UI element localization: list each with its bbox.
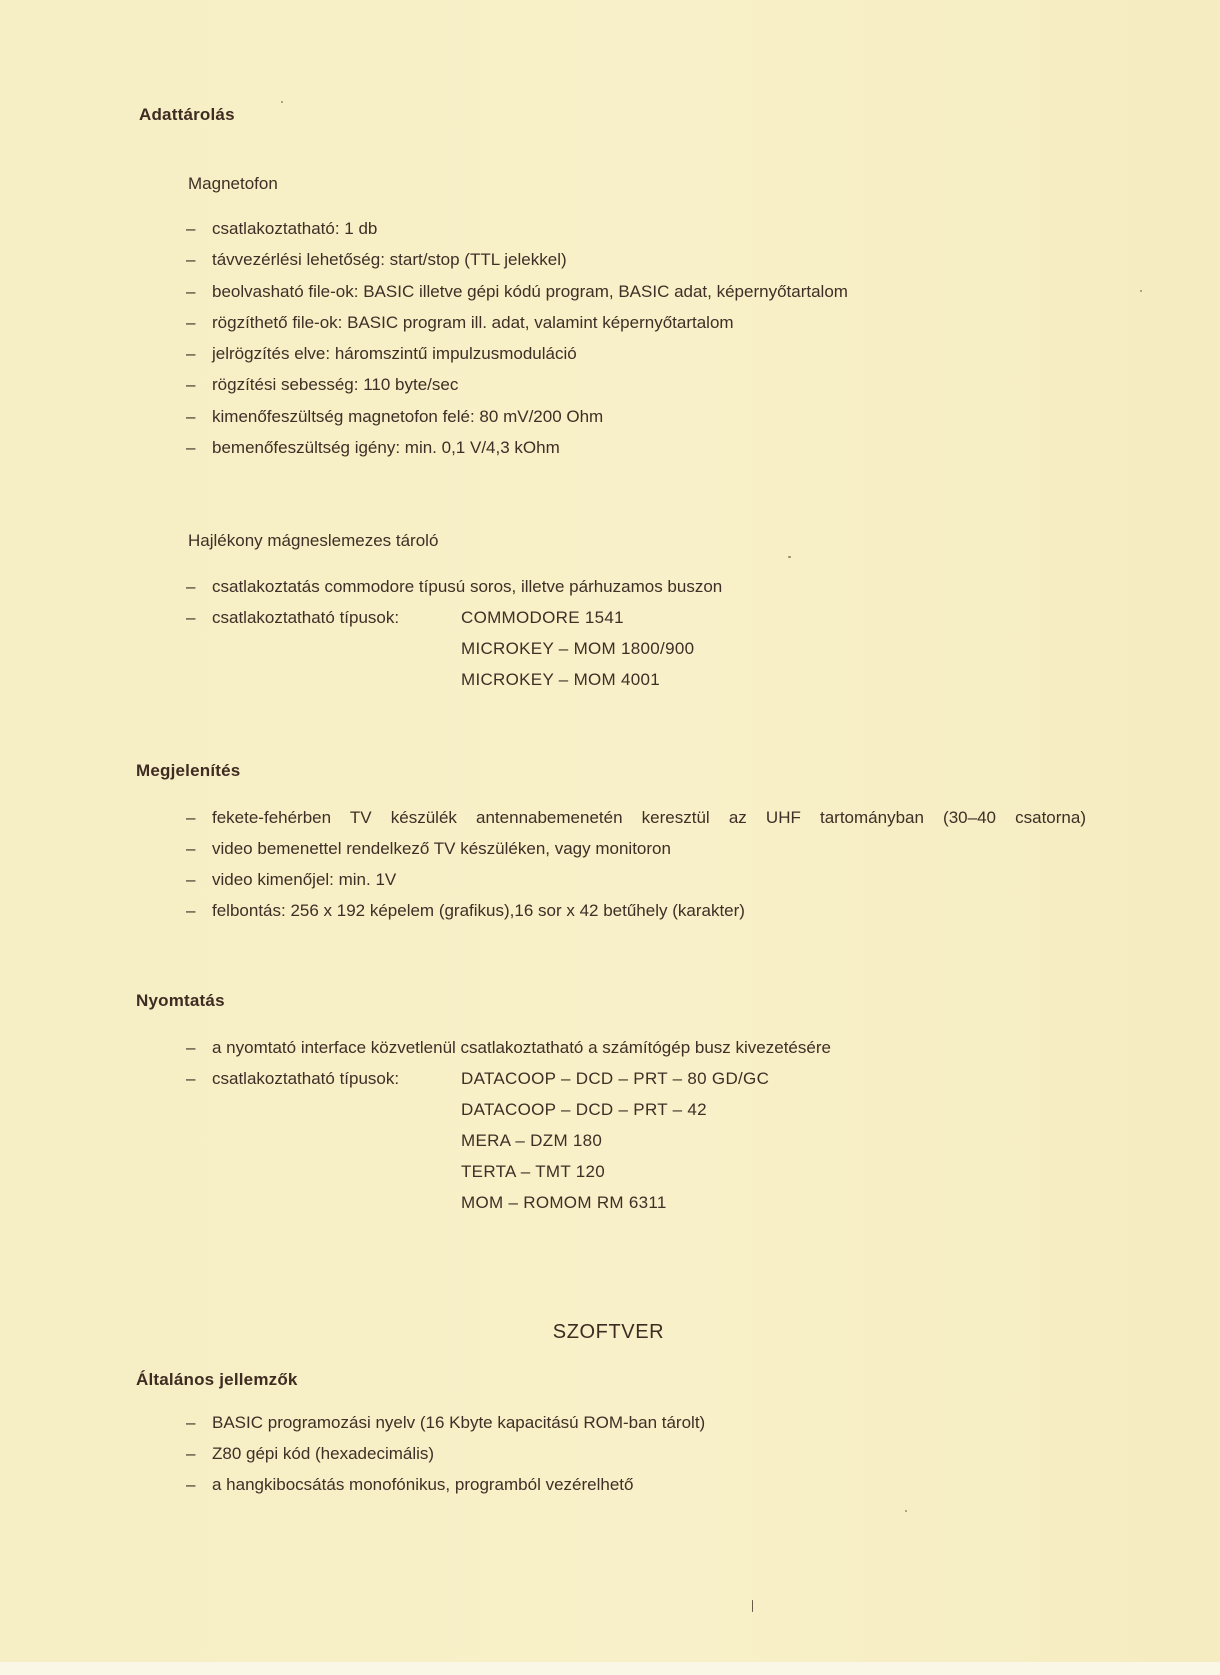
- paper-speck: [905, 1510, 907, 1512]
- dash-bullet: –: [186, 1069, 196, 1088]
- page-section-title: [0, 1321, 1220, 1344]
- list-item: – beolvasható file-ok: BASIC illetve gépi kódú program, BASIC adat, képernyőtartalom: [186, 282, 848, 301]
- list-item: – jelrögzítés elve: háromszintű impulzusmoduláció: [186, 344, 577, 363]
- section-heading-adattarolas: Adattárolás: [139, 105, 235, 124]
- list-item: – csatlakoztatható: 1 db: [186, 219, 378, 238]
- section-heading-nyomtatas: Nyomtatás: [136, 991, 225, 1010]
- type-entry: MERA – DZM 180: [461, 1131, 603, 1150]
- list-item: – felbontás: 256 x 192 képelem (grafikus),16 sor x 42 betűhely (karakter): [186, 901, 745, 920]
- list-item: – a hangkibocsátás monofónikus, programból vezérelhető: [186, 1475, 634, 1494]
- dash-bullet: –: [186, 407, 196, 426]
- type-entry: MICROKEY – MOM 4001: [461, 670, 661, 689]
- dash-bullet: –: [186, 901, 196, 920]
- subheading-floppy: Hajlékony mágneslemezes tároló: [188, 531, 439, 550]
- paper-speck: [788, 556, 791, 558]
- list-item: – video kimenőjel: min. 1V: [186, 870, 397, 889]
- paper-speck: [281, 101, 283, 103]
- list-item: – kimenőfeszültség magnetofon felé: 80 mV/200 Ohm: [186, 407, 604, 426]
- dash-bullet: –: [186, 870, 196, 889]
- page-bottom-edge: [0, 1662, 1220, 1675]
- type-entry: DATACOOP – DCD – PRT – 42: [461, 1100, 707, 1119]
- dash-bullet: –: [186, 1475, 196, 1494]
- list-item: – távvezérlési lehetőség: start/stop (TTL jelekkel): [186, 250, 567, 269]
- dash-bullet: –: [186, 839, 196, 858]
- section-title-szoftver: SZOFTVER: [552, 1321, 665, 1343]
- list-item: – BASIC programozási nyelv (16 Kbyte kapacitású ROM-ban tárolt): [186, 1413, 706, 1432]
- type-entry: COMMODORE 1541: [461, 608, 624, 627]
- section-heading-altalanos-jellemzok: Általános jellemzők: [136, 1370, 298, 1389]
- type-entry: DATACOOP – DCD – PRT – 80 GD/GC: [461, 1069, 770, 1088]
- list-item-types: – csatlakoztatható típusok:: [186, 608, 400, 627]
- type-entry: MOM – ROMOM RM 6311: [461, 1193, 667, 1212]
- dash-bullet: –: [186, 1038, 196, 1057]
- dash-bullet: –: [186, 344, 196, 363]
- dash-bullet: –: [186, 375, 196, 394]
- dash-bullet: –: [186, 577, 196, 596]
- dash-bullet: –: [186, 250, 196, 269]
- dash-bullet: –: [186, 608, 196, 627]
- dash-bullet: –: [186, 313, 196, 332]
- list-item: – bemenőfeszültség igény: min. 0,1 V/4,3 kOhm: [186, 438, 560, 457]
- pen-mark: [752, 1600, 753, 1612]
- list-item: – Z80 gépi kód (hexadecimális): [186, 1444, 435, 1463]
- dash-bullet: –: [186, 1444, 196, 1463]
- list-item: – fekete-fehérben TV készülék antennabemenetén keresztül az UHF tartományban (30–40 csatorna): [186, 808, 1086, 827]
- type-entry: MICROKEY – MOM 1800/900: [461, 639, 695, 658]
- dash-bullet: –: [186, 1413, 196, 1432]
- list-item: – rögzítési sebesség: 110 byte/sec: [186, 375, 459, 394]
- dash-bullet: –: [186, 438, 196, 457]
- list-item: – rögzíthető file-ok: BASIC program ill. adat, valamint képernyőtartalom: [186, 313, 734, 332]
- list-item-types: – csatlakoztatható típusok:: [186, 1069, 400, 1088]
- list-item: – video bemenettel rendelkező TV készüléken, vagy monitoron: [186, 839, 671, 858]
- list-item: – csatlakoztatás commodore típusú soros, illetve párhuzamos buszon: [186, 577, 723, 596]
- paper-speck: [1140, 290, 1142, 292]
- list-item: – a nyomtató interface közvetlenül csatlakoztatható a számítógép busz kivezetésére: [186, 1038, 831, 1057]
- type-entry: TERTA – TMT 120: [461, 1162, 606, 1181]
- dash-bullet: –: [186, 219, 196, 238]
- subheading-magnetofon: Magnetofon: [188, 174, 278, 193]
- section-heading-megjelenites: Megjelenítés: [136, 761, 241, 780]
- dash-bullet: –: [186, 282, 196, 301]
- dash-bullet: –: [186, 808, 196, 827]
